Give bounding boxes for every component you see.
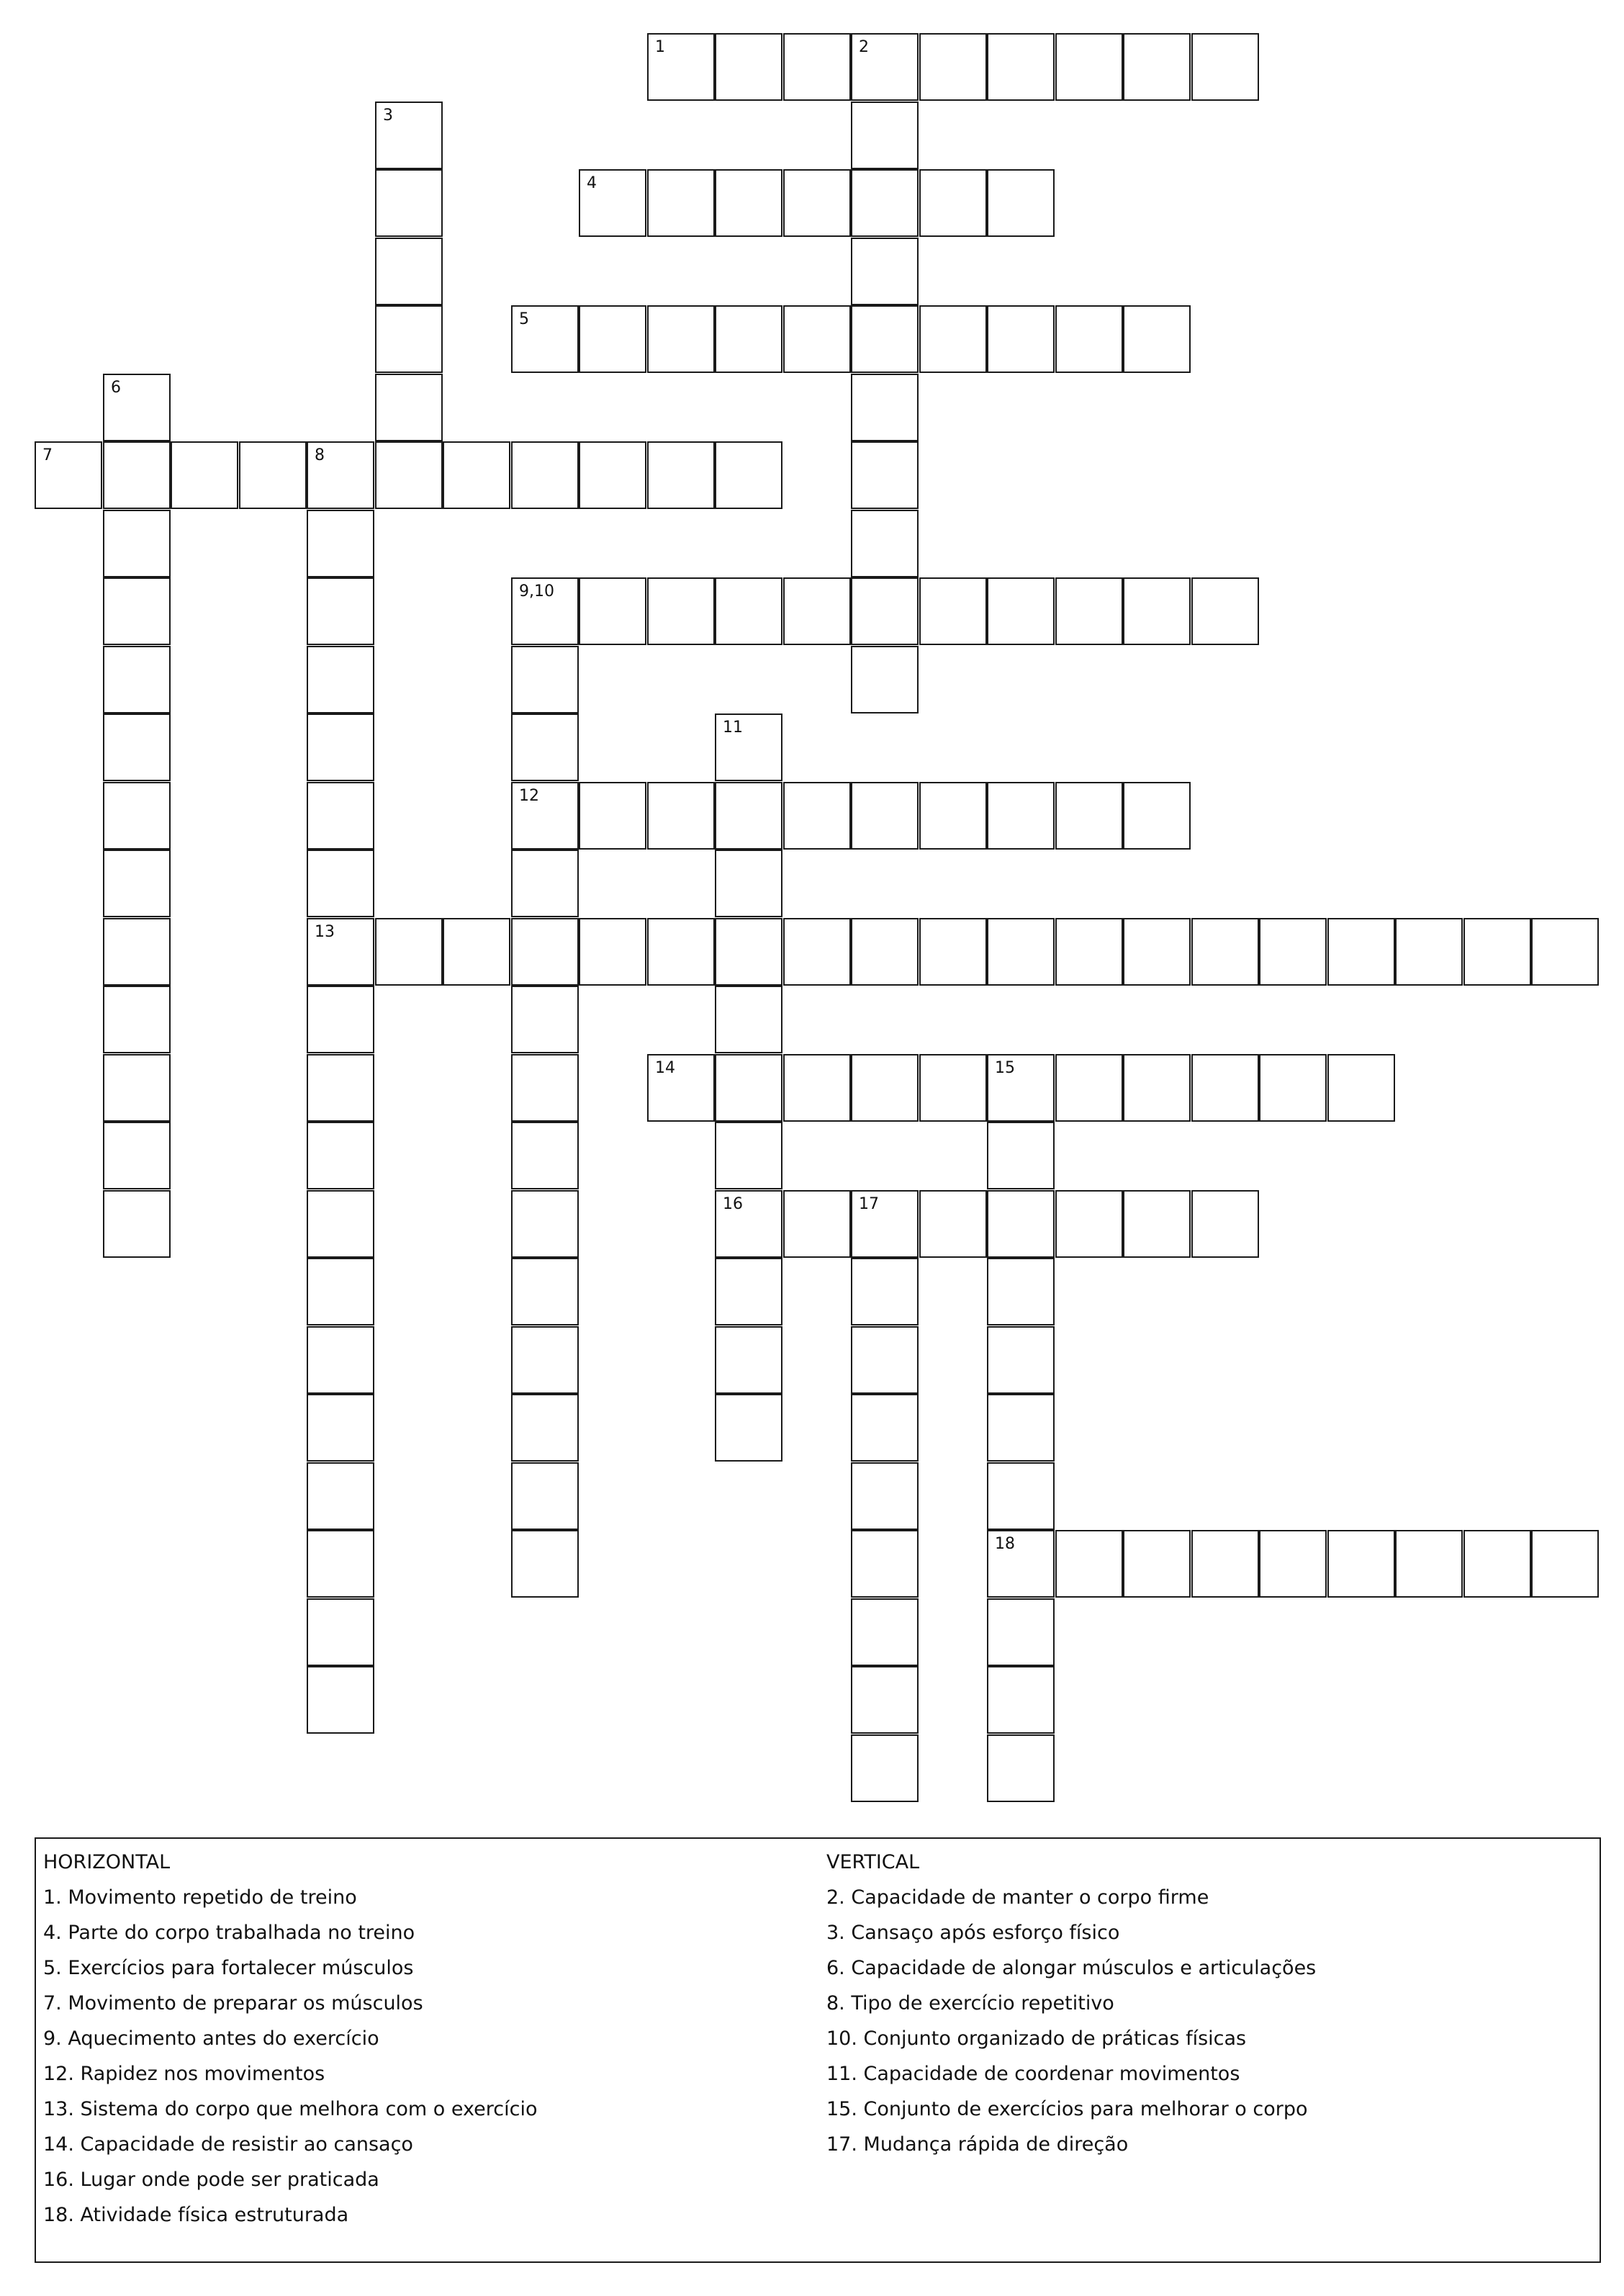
grid-cell[interactable] <box>851 1734 919 1802</box>
grid-cell[interactable] <box>579 918 646 986</box>
grid-cell[interactable] <box>1463 1530 1531 1598</box>
grid-cell[interactable] <box>1191 577 1259 645</box>
grid-cell[interactable] <box>511 1394 579 1462</box>
grid-cell[interactable] <box>1463 918 1531 986</box>
grid-cell[interactable] <box>103 850 171 917</box>
grid-cell[interactable] <box>851 1326 919 1394</box>
grid-cell[interactable] <box>1123 577 1191 645</box>
grid-cell[interactable] <box>511 577 579 645</box>
grid-cell[interactable] <box>1055 1530 1123 1598</box>
clue-number: 17 <box>859 1195 879 1213</box>
grid-cell[interactable] <box>783 1190 851 1258</box>
grid-cell[interactable] <box>307 1258 374 1325</box>
grid-cell[interactable] <box>103 1054 171 1122</box>
grid-cell[interactable] <box>783 169 851 237</box>
clue-number: 12 <box>519 787 539 805</box>
grid-cell[interactable] <box>647 33 715 101</box>
grid-cell[interactable] <box>307 577 374 645</box>
grid-cell[interactable] <box>851 1462 919 1530</box>
grid-cell[interactable] <box>987 169 1055 237</box>
grid-cell[interactable] <box>511 1326 579 1394</box>
grid-cell[interactable] <box>307 1598 374 1666</box>
grid-cell[interactable] <box>715 1258 782 1325</box>
grid-cell[interactable] <box>1191 1190 1259 1258</box>
grid-cell[interactable] <box>851 1054 919 1122</box>
grid-cell[interactable] <box>1123 33 1191 101</box>
grid-cell[interactable] <box>647 782 715 850</box>
clue-down-17: 17. Mudança rápida de direção <box>826 2133 1129 2156</box>
grid-cell[interactable] <box>307 918 374 986</box>
grid-cell[interactable] <box>715 577 782 645</box>
grid-cell[interactable] <box>715 441 782 509</box>
clue-down-10: 10. Conjunto organizado de práticas físicas <box>826 2027 1247 2050</box>
clue-down-8: 8. Tipo de exercício repetitivo <box>826 1992 1114 2014</box>
grid-cell[interactable] <box>1259 1530 1327 1598</box>
grid-cell[interactable] <box>307 441 374 509</box>
clue-number: 5 <box>519 310 529 328</box>
grid-cell[interactable] <box>715 713 782 781</box>
clue-number: 18 <box>995 1535 1015 1553</box>
grid-cell[interactable] <box>1191 918 1259 986</box>
grid-cell[interactable] <box>851 510 919 577</box>
grid-cell[interactable] <box>511 1122 579 1189</box>
grid-cell[interactable] <box>511 850 579 917</box>
grid-cell[interactable] <box>715 1054 782 1122</box>
grid-cell[interactable] <box>1531 918 1599 986</box>
grid-cell[interactable] <box>511 1054 579 1122</box>
clue-number: 16 <box>723 1195 743 1213</box>
horizontal-title: HORIZONTAL <box>43 1851 171 1873</box>
grid-cell[interactable] <box>579 782 646 850</box>
clue-number: 7 <box>42 446 53 464</box>
grid-cell[interactable] <box>511 646 579 713</box>
grid-cell[interactable] <box>443 918 510 986</box>
grid-cell[interactable] <box>1191 1530 1259 1598</box>
grid-cell[interactable] <box>851 374 919 441</box>
grid-cell[interactable] <box>987 1598 1055 1666</box>
grid-cell[interactable] <box>375 374 443 441</box>
grid-cell[interactable] <box>987 1666 1055 1734</box>
clue-across-1: 1. Movimento repetido de treino <box>43 1886 357 1909</box>
grid-cell[interactable] <box>647 169 715 237</box>
grid-cell[interactable] <box>1123 305 1191 373</box>
grid-cell[interactable] <box>851 918 919 986</box>
grid-cell[interactable] <box>103 986 171 1053</box>
grid-cell[interactable] <box>103 1190 171 1258</box>
grid-cell[interactable] <box>1055 577 1123 645</box>
clue-across-16: 16. Lugar onde pode ser praticada <box>43 2169 379 2191</box>
grid-cell[interactable] <box>851 1666 919 1734</box>
grid-cell[interactable] <box>103 374 171 441</box>
grid-cell[interactable] <box>511 305 579 373</box>
clue-number: 6 <box>111 379 121 397</box>
grid-cell[interactable] <box>783 305 851 373</box>
grid-cell[interactable] <box>511 1462 579 1530</box>
grid-cell[interactable] <box>987 782 1055 850</box>
grid-cell[interactable] <box>579 441 646 509</box>
grid-cell[interactable] <box>375 305 443 373</box>
grid-cell[interactable] <box>987 1530 1055 1598</box>
grid-cell[interactable] <box>375 918 443 986</box>
grid-cell[interactable] <box>1055 1190 1123 1258</box>
grid-cell[interactable] <box>851 1190 919 1258</box>
clue-number: 9,10 <box>519 582 554 600</box>
grid-cell[interactable] <box>307 1326 374 1394</box>
grid-cell[interactable] <box>1327 1054 1395 1122</box>
clue-number: 8 <box>315 446 325 464</box>
grid-cell[interactable] <box>715 918 782 986</box>
grid-cell[interactable] <box>511 1530 579 1598</box>
clue-number: 3 <box>383 107 393 125</box>
grid-cell[interactable] <box>239 441 307 509</box>
grid-cell[interactable] <box>715 986 782 1053</box>
grid-cell[interactable] <box>919 1054 987 1122</box>
grid-cell[interactable] <box>919 782 987 850</box>
grid-cell[interactable] <box>511 782 579 850</box>
grid-cell[interactable] <box>511 918 579 986</box>
grid-cell[interactable] <box>851 102 919 169</box>
grid-cell[interactable] <box>1123 1054 1191 1122</box>
clue-down-6: 6. Capacidade de alongar músculos e articulações <box>826 1957 1317 1979</box>
grid-cell[interactable] <box>103 646 171 713</box>
grid-cell[interactable] <box>987 1326 1055 1394</box>
grid-cell[interactable] <box>783 33 851 101</box>
grid-cell[interactable] <box>987 1258 1055 1325</box>
vertical-clues <box>826 1850 1316 2168</box>
clue-number: 2 <box>859 38 869 56</box>
clue-across-18: 18. Atividade física estruturada <box>43 2204 349 2226</box>
grid-cell[interactable] <box>715 1326 782 1394</box>
grid-cell[interactable] <box>579 305 646 373</box>
grid-cell[interactable] <box>307 510 374 577</box>
grid-cell[interactable] <box>579 169 646 237</box>
grid-cell[interactable] <box>103 713 171 781</box>
clue-number: 11 <box>723 719 743 737</box>
grid-cell[interactable] <box>1055 1054 1123 1122</box>
grid-cell[interactable] <box>851 441 919 509</box>
clue-number: 14 <box>655 1059 675 1077</box>
grid-cell[interactable] <box>919 33 987 101</box>
grid-cell[interactable] <box>1259 918 1327 986</box>
grid-cell[interactable] <box>307 1530 374 1598</box>
grid-cell[interactable] <box>987 33 1055 101</box>
grid-cell[interactable] <box>579 577 646 645</box>
grid-cell[interactable] <box>307 1190 374 1258</box>
grid-cell[interactable] <box>1259 1054 1327 1122</box>
grid-cell[interactable] <box>987 1122 1055 1189</box>
clue-number: 1 <box>655 38 665 56</box>
clue-down-3: 3. Cansaço após esforço físico <box>826 1922 1120 1944</box>
grid-cell[interactable] <box>987 1734 1055 1802</box>
clue-number: 13 <box>315 923 335 941</box>
grid-cell[interactable] <box>1123 782 1191 850</box>
grid-cell[interactable] <box>919 305 987 373</box>
grid-cell[interactable] <box>783 1054 851 1122</box>
grid-cell[interactable] <box>375 238 443 305</box>
grid-cell[interactable] <box>511 713 579 781</box>
grid-cell[interactable] <box>103 510 171 577</box>
grid-cell[interactable] <box>851 1258 919 1325</box>
grid-cell[interactable] <box>1055 782 1123 850</box>
grid-cell[interactable] <box>715 1394 782 1462</box>
grid-cell[interactable] <box>851 238 919 305</box>
grid-cell[interactable] <box>307 782 374 850</box>
grid-cell[interactable] <box>715 782 782 850</box>
grid-cell[interactable] <box>783 577 851 645</box>
grid-cell[interactable] <box>35 441 102 509</box>
grid-cell[interactable] <box>1055 918 1123 986</box>
grid-cell[interactable] <box>103 441 171 509</box>
grid-cell[interactable] <box>511 986 579 1053</box>
clue-across-4: 4. Parte do corpo trabalhada no treino <box>43 1922 415 1944</box>
grid-cell[interactable] <box>851 646 919 713</box>
clue-across-9: 9. Aquecimento antes do exercício <box>43 2027 379 2050</box>
grid-cell[interactable] <box>103 782 171 850</box>
grid-cell[interactable] <box>987 1394 1055 1462</box>
grid-cell[interactable] <box>375 441 443 509</box>
grid-cell[interactable] <box>851 305 919 373</box>
grid-cell[interactable] <box>647 441 715 509</box>
grid-cell[interactable] <box>103 1122 171 1189</box>
grid-cell[interactable] <box>919 577 987 645</box>
grid-cell[interactable] <box>987 918 1055 986</box>
grid-cell[interactable] <box>307 1462 374 1530</box>
clue-down-11: 11. Capacidade de coordenar movimentos <box>826 2063 1240 2085</box>
grid-cell[interactable] <box>851 1394 919 1462</box>
grid-cell[interactable] <box>375 169 443 237</box>
clue-across-13: 13. Sistema do corpo que melhora com o exercício <box>43 2098 538 2120</box>
grid-cell[interactable] <box>307 646 374 713</box>
grid-cell[interactable] <box>443 441 510 509</box>
grid-cell[interactable] <box>307 1666 374 1734</box>
clue-down-2: 2. Capacidade de manter o corpo firme <box>826 1886 1209 1909</box>
grid-cell[interactable] <box>307 713 374 781</box>
grid-cell[interactable] <box>851 1530 919 1598</box>
grid-cell[interactable] <box>171 441 238 509</box>
clue-across-12: 12. Rapidez nos movimentos <box>43 2063 325 2085</box>
grid-cell[interactable] <box>511 1258 579 1325</box>
grid-cell[interactable] <box>851 33 919 101</box>
grid-cell[interactable] <box>1123 1190 1191 1258</box>
grid-cell[interactable] <box>987 1190 1055 1258</box>
grid-cell[interactable] <box>715 1122 782 1189</box>
grid-cell[interactable] <box>715 305 782 373</box>
grid-cell[interactable] <box>851 169 919 237</box>
grid-cell[interactable] <box>987 577 1055 645</box>
grid-cell[interactable] <box>1327 918 1395 986</box>
grid-cell[interactable] <box>1055 305 1123 373</box>
grid-cell[interactable] <box>307 850 374 917</box>
grid-cell[interactable] <box>307 1394 374 1462</box>
grid-cell[interactable] <box>647 305 715 373</box>
clue-across-5: 5. Exercícios para fortalecer músculos <box>43 1957 414 1979</box>
grid-cell[interactable] <box>647 918 715 986</box>
grid-cell[interactable] <box>783 918 851 986</box>
grid-cell[interactable] <box>987 1462 1055 1530</box>
horizontal-clues <box>43 1850 537 2238</box>
grid-cell[interactable] <box>1327 1530 1395 1598</box>
grid-cell[interactable] <box>1123 918 1191 986</box>
grid-cell[interactable] <box>987 1054 1055 1122</box>
grid-cell[interactable] <box>919 1190 987 1258</box>
grid-cell[interactable] <box>1191 1054 1259 1122</box>
grid-cell[interactable] <box>987 305 1055 373</box>
grid-cell[interactable] <box>715 850 782 917</box>
grid-cell[interactable] <box>647 577 715 645</box>
grid-cell[interactable] <box>103 918 171 986</box>
grid-cell[interactable] <box>715 169 782 237</box>
grid-cell[interactable] <box>919 169 987 237</box>
grid-cell[interactable] <box>919 918 987 986</box>
clue-number: 4 <box>587 174 597 192</box>
grid-cell[interactable] <box>783 782 851 850</box>
grid-cell[interactable] <box>103 577 171 645</box>
grid-cell[interactable] <box>1191 33 1259 101</box>
clue-across-7: 7. Movimento de preparar os músculos <box>43 1992 423 2014</box>
grid-cell[interactable] <box>511 1190 579 1258</box>
grid-cell[interactable] <box>851 577 919 645</box>
grid-cell[interactable] <box>307 986 374 1053</box>
grid-cell[interactable] <box>647 1054 715 1122</box>
clue-down-15: 15. Conjunto de exercícios para melhorar o corpo <box>826 2098 1308 2120</box>
grid-cell[interactable] <box>511 441 579 509</box>
grid-cell[interactable] <box>1395 1530 1463 1598</box>
clue-number: 15 <box>995 1059 1015 1077</box>
grid-cell[interactable] <box>1055 33 1123 101</box>
grid-cell[interactable] <box>307 1054 374 1122</box>
grid-cell[interactable] <box>715 1190 782 1258</box>
vertical-title: VERTICAL <box>826 1851 920 1873</box>
clue-across-14: 14. Capacidade de resistir ao cansaço <box>43 2133 413 2156</box>
grid-cell[interactable] <box>851 1598 919 1666</box>
grid-cell[interactable] <box>307 1122 374 1189</box>
grid-cell[interactable] <box>375 102 443 169</box>
grid-cell[interactable] <box>851 782 919 850</box>
grid-cell[interactable] <box>1123 1530 1191 1598</box>
grid-cell[interactable] <box>715 33 782 101</box>
grid-cell[interactable] <box>1531 1530 1599 1598</box>
clues-box <box>35 1837 1601 2263</box>
grid-cell[interactable] <box>1395 918 1463 986</box>
